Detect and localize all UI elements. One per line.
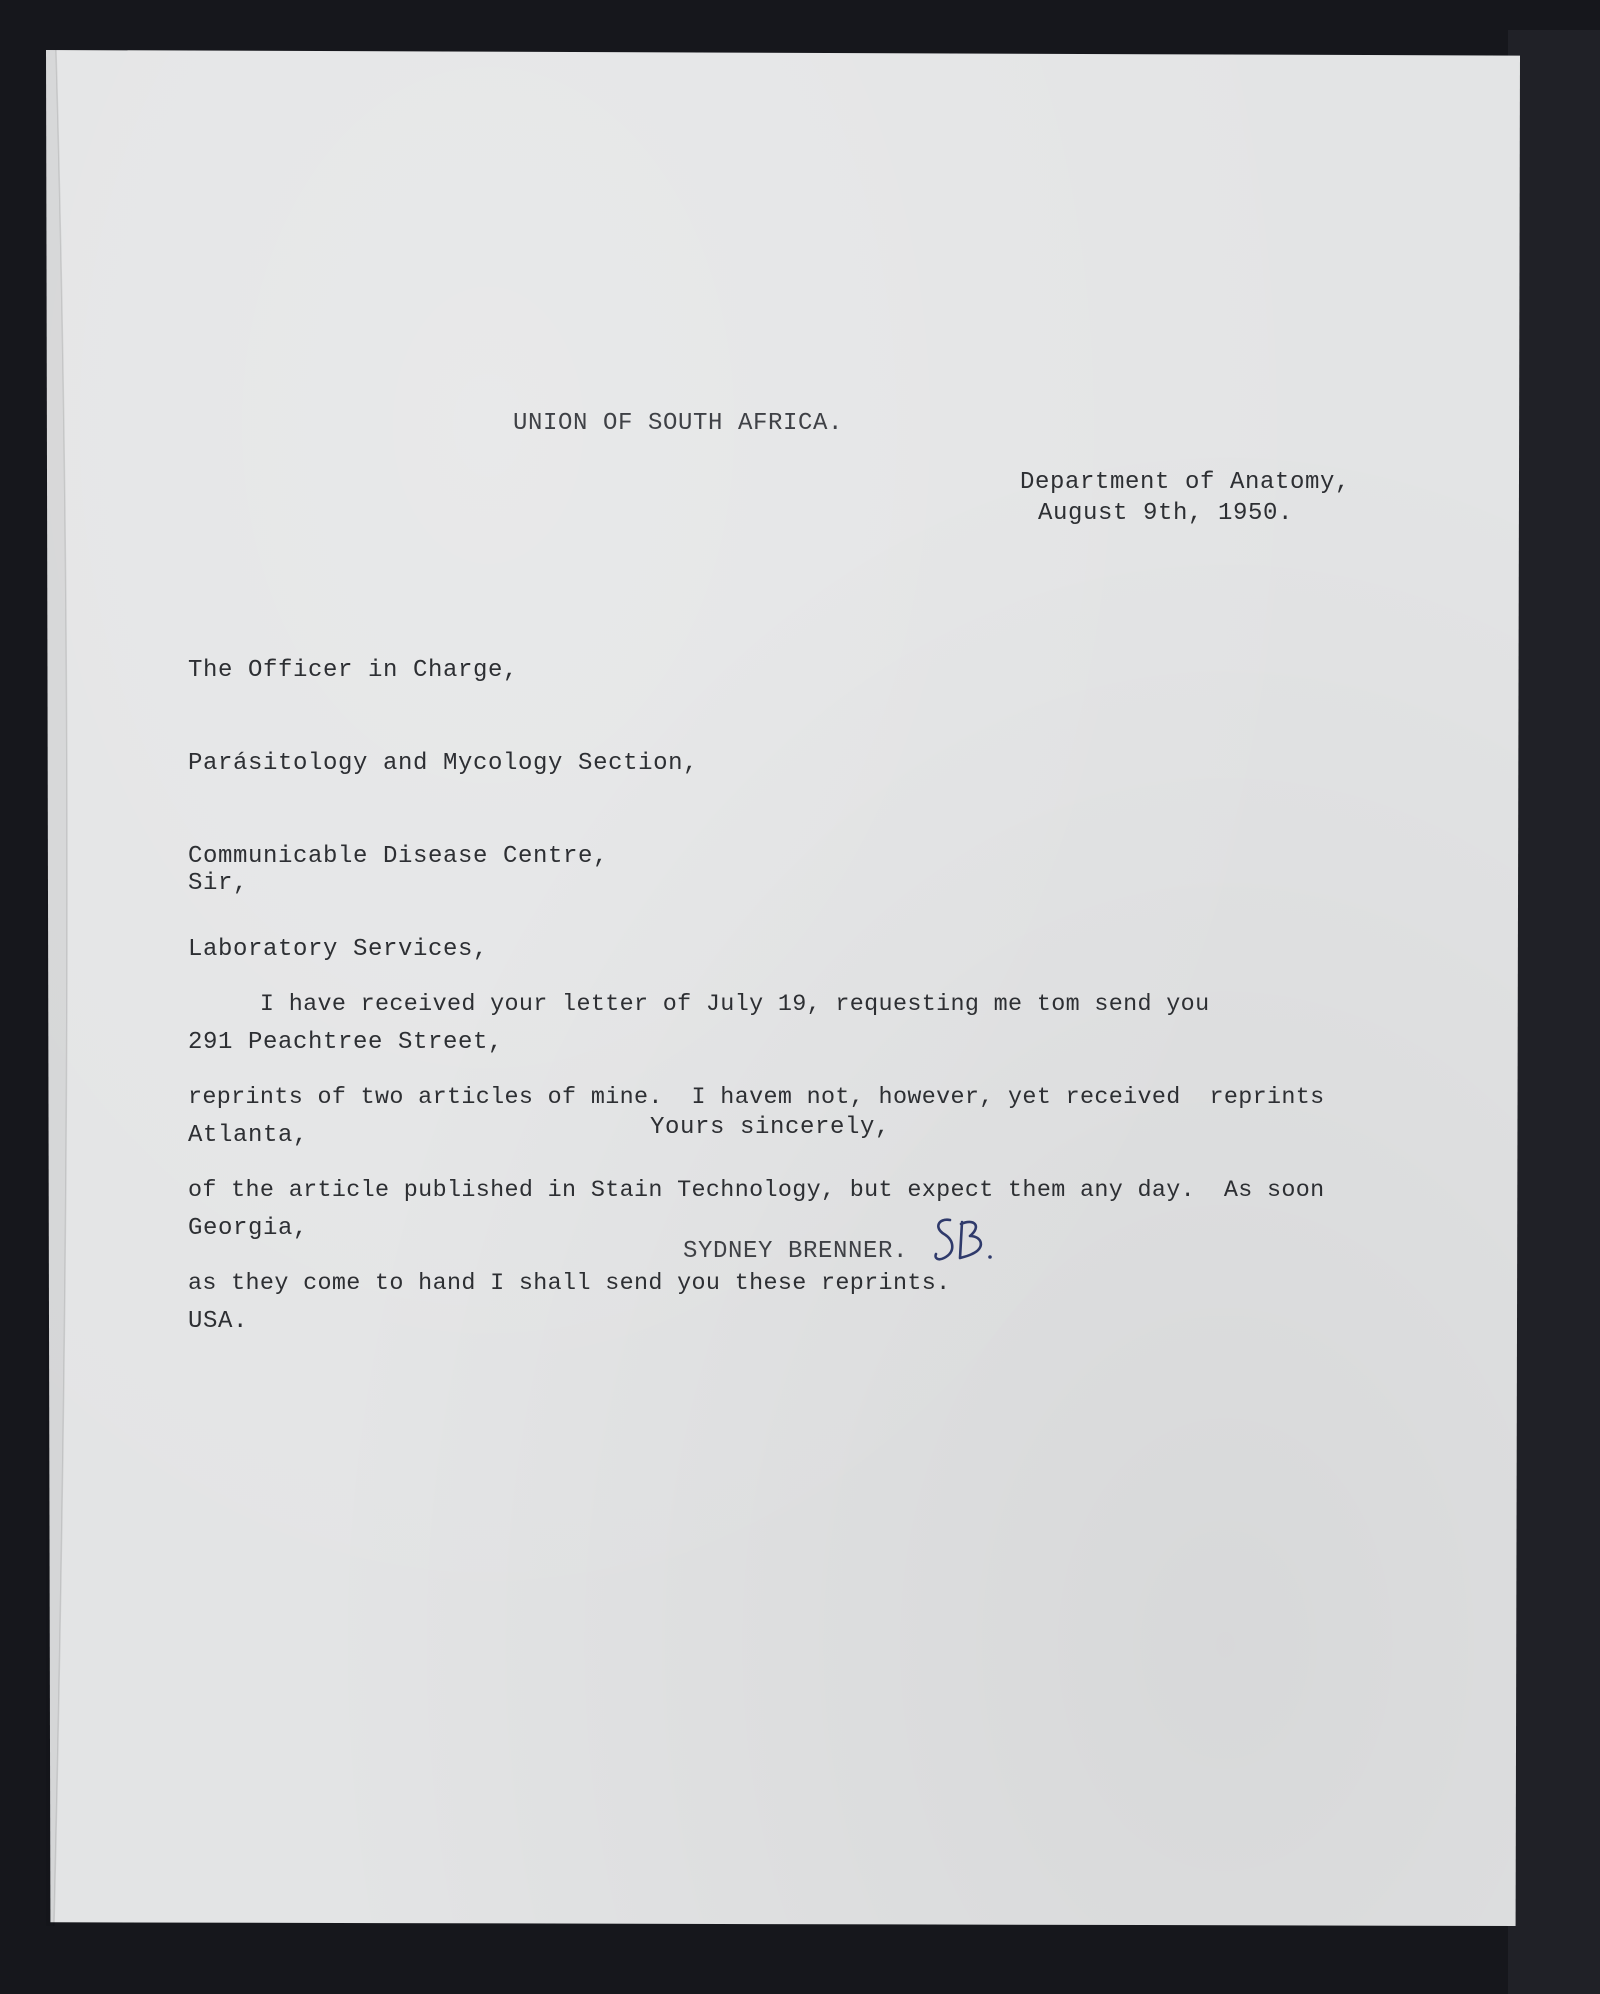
address-line: Georgia, — [188, 1215, 309, 1242]
folder-backing — [1508, 30, 1600, 1994]
date-line: August 9th, 1950. — [1038, 500, 1294, 527]
body-line: reprints of two articles of mine. I havem not, however, yet received reprints — [188, 1085, 1325, 1111]
address-line: 291 Peachtree Street, — [188, 1029, 504, 1056]
address-line: Atlanta, — [188, 1122, 309, 1149]
address-line: Parásitology and Mycology Section, — [188, 750, 699, 777]
address-line: Laboratory Services, — [188, 936, 489, 963]
department-line: Department of Anatomy, — [1020, 469, 1351, 496]
closing: Yours sincerely, — [650, 1114, 891, 1141]
salutation: Sir, — [188, 870, 249, 897]
letter-heading: UNION OF SOUTH AFRICA. — [513, 410, 844, 437]
signer-name: SYDNEY BRENNER. — [683, 1238, 909, 1265]
body-line: of the article published in Stain Technology, but expect them any day. As soon — [188, 1178, 1325, 1204]
address-line: Communicable Disease Centre, — [188, 843, 609, 870]
body-line: as they come to hand I shall send you these reprints. — [188, 1271, 951, 1297]
handwritten-initials — [930, 1212, 1006, 1268]
address-line: USA. — [188, 1308, 249, 1335]
address-line: The Officer in Charge, — [188, 657, 519, 684]
body-line: I have received your letter of July 19, requesting me tom send you — [188, 992, 1210, 1018]
